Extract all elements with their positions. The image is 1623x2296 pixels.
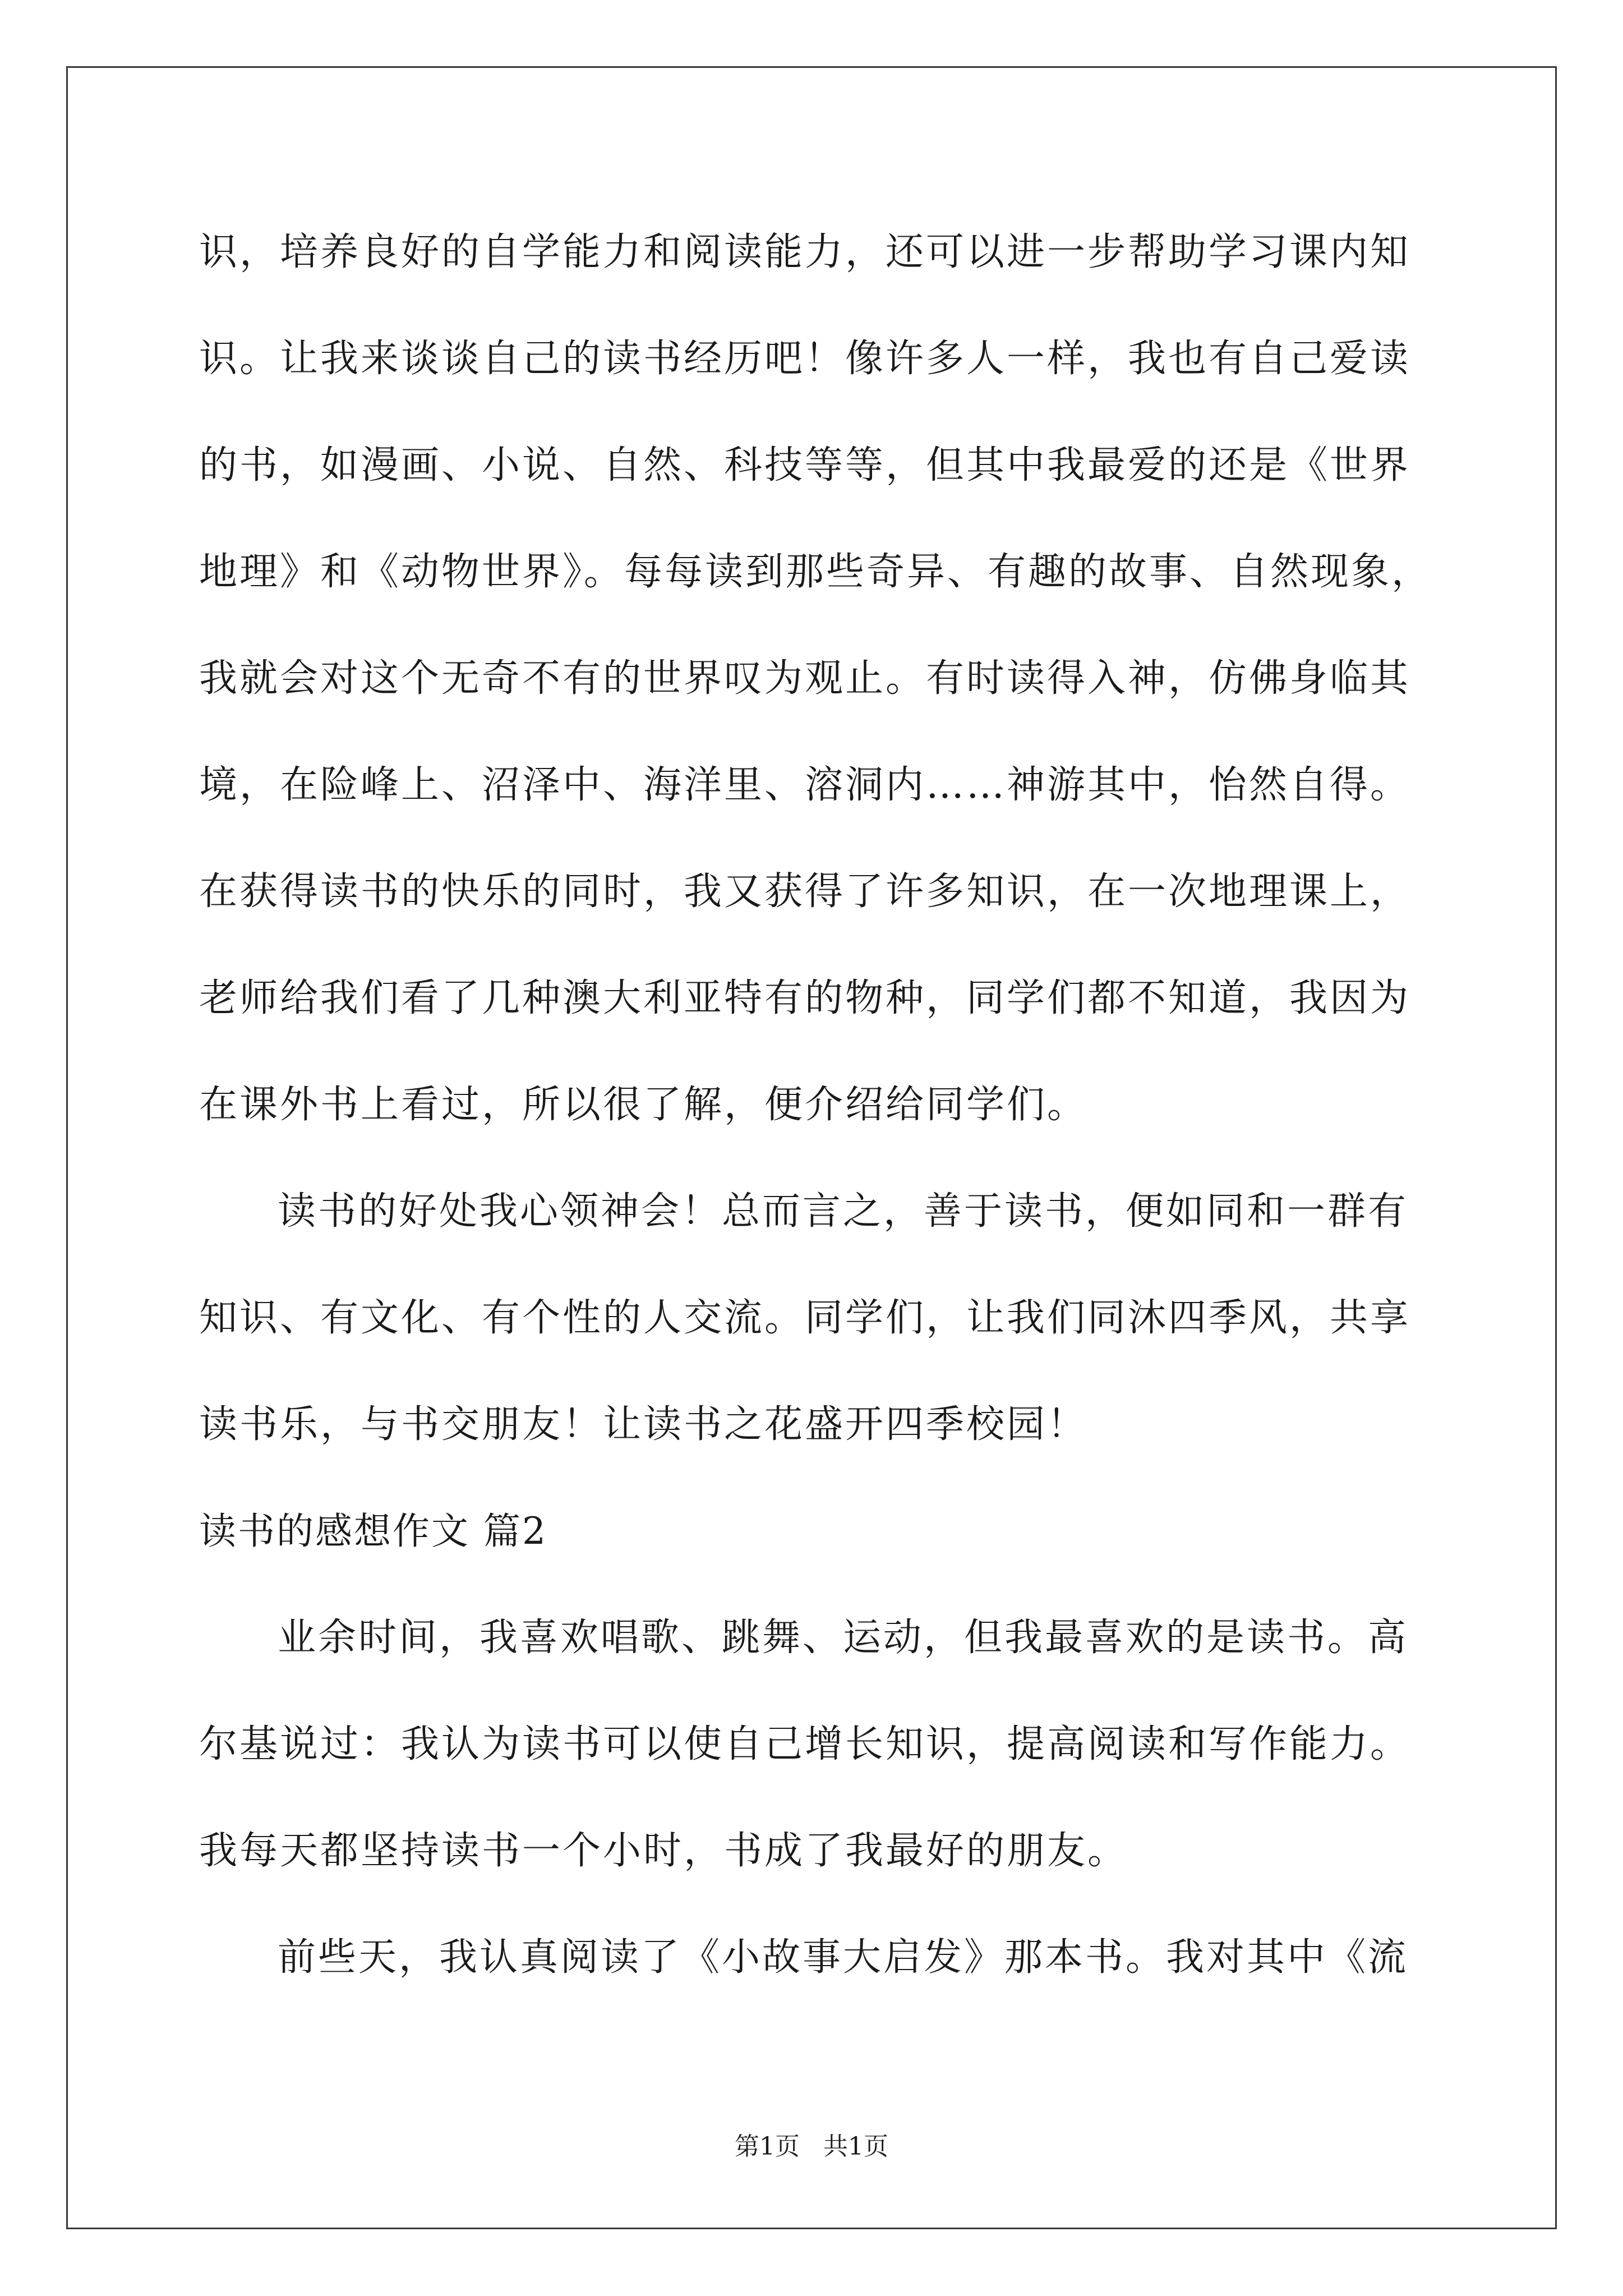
text-line: 境，在险峰上、沼泽中、海洋里、溶洞内……神游其中，怡然自得。 bbox=[199, 763, 1411, 807]
text-line: 读书乐，与书交朋友！让读书之花盛开四季校园！ bbox=[199, 1402, 1088, 1447]
page-number: 第1页 共1页 bbox=[735, 2132, 888, 2161]
document-body bbox=[199, 219, 1450, 2031]
text-line: 地理》和《动物世界》。每每读到那些奇异、有趣的故事、自然现象， bbox=[199, 550, 1432, 594]
paragraph-start-line: 业余时间，我喜欢唱歌、跳舞、运动，但我最喜欢的是读书。高 bbox=[278, 1616, 1409, 1660]
page-footer bbox=[0, 2126, 1623, 2162]
text-line: 知识、有文化、有个性的人交流。同学们，让我们同沐四季风，共享 bbox=[199, 1296, 1411, 1340]
section-heading: 读书的感想作文 篇2 bbox=[199, 1510, 547, 1553]
text-line: 尔基说过：我认为读书可以使自己增长知识，提高阅读和写作能力。 bbox=[199, 1722, 1411, 1766]
text-line: 识。让我来谈谈自己的读书经历吧！像许多人一样，我也有自己爱读 bbox=[199, 337, 1411, 381]
text-line: 我每天都坚持读书一个小时，书成了我最好的朋友。 bbox=[199, 1829, 1128, 1873]
text-line: 在课外书上看过，所以很了解，便介绍给同学们。 bbox=[199, 1083, 1088, 1127]
text-line: 在获得读书的快乐的同时，我又获得了许多知识，在一次地理课上， bbox=[199, 869, 1411, 914]
paragraph-start-line: 读书的好处我心领神会！总而言之，善于读书，便如同和一群有 bbox=[278, 1189, 1409, 1234]
paragraph-start-line: 前些天，我认真阅读了《小故事大启发》那本书。我对其中《流 bbox=[278, 1935, 1409, 1980]
text-line: 老师给我们看了几种澳大利亚特有的物种，同学们都不知道，我因为 bbox=[199, 976, 1411, 1020]
text-line: 我就会对这个无奇不有的世界叹为观止。有时读得入神，仿佛身临其 bbox=[199, 656, 1411, 701]
text-line: 识，培养良好的自学能力和阅读能力，还可以进一步帮助学习课内知 bbox=[199, 230, 1411, 274]
text-line: 的书，如漫画、小说、自然、科技等等，但其中我最爱的还是《世界 bbox=[199, 443, 1411, 487]
